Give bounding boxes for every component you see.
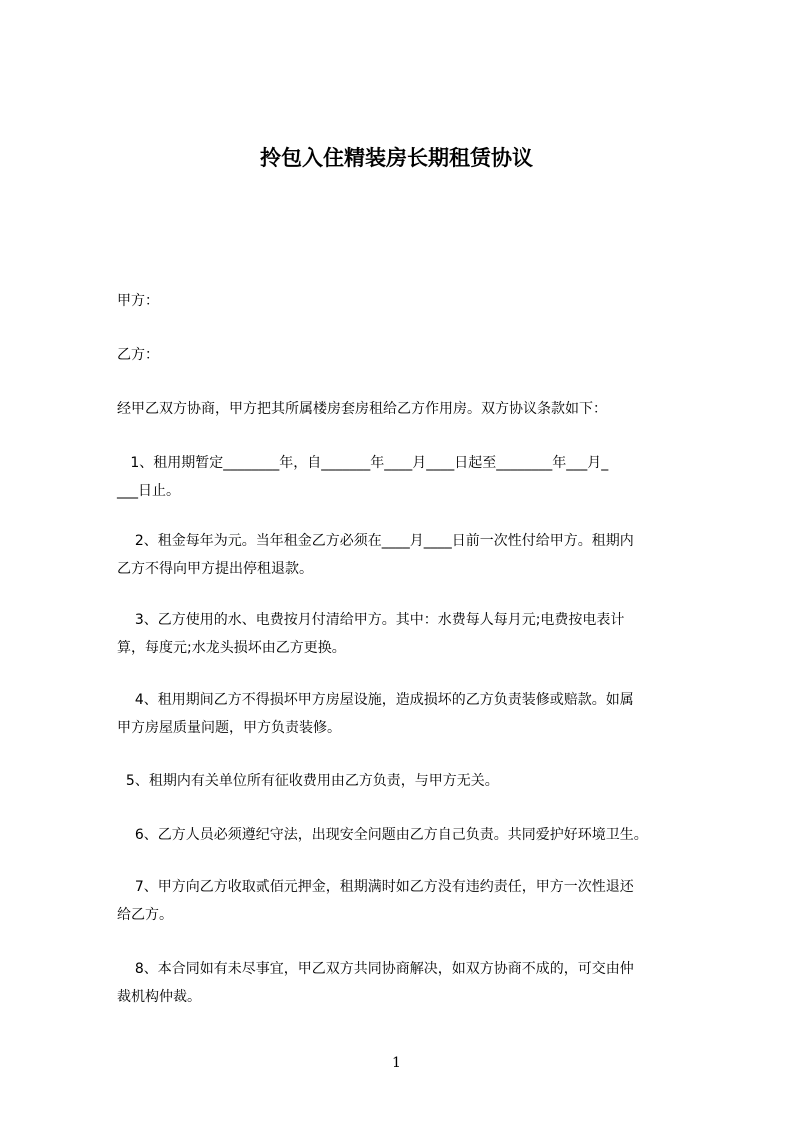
clause-5-line-1: 5、租期内有关单位所有征收费用由乙方负责，与甲方无关。 bbox=[117, 773, 499, 789]
clause-3-line-2: 算，每度元;水龙头损坏由乙方更换。 bbox=[117, 640, 346, 656]
clause-3-line-1: 3、乙方使用的水、电费按月付清给甲方。其中：水费每人每月元;电费按电表计 bbox=[117, 612, 625, 628]
clause-8-line-2: 裁机构仲裁。 bbox=[117, 989, 201, 1005]
clause-2-line-2: 乙方不得向甲方提出停租退款。 bbox=[117, 561, 313, 577]
clause-4 bbox=[117, 686, 717, 742]
party-a-label: 甲方： bbox=[117, 293, 159, 309]
intro-text: 经甲乙双方协商，甲方把其所属楼房套房租给乙方作用房。双方协议条款如下： bbox=[117, 401, 607, 417]
clause-1-line-2: ___日止。 bbox=[117, 483, 180, 499]
clause-7-line-1: 7、甲方向乙方收取贰佰元押金，租期满时如乙方没有违约责任，甲方一次性退还 bbox=[117, 879, 634, 895]
party-b-label: 乙方： bbox=[117, 347, 159, 363]
clause-4-line-2: 甲方房屋质量问题，甲方负责装修。 bbox=[117, 720, 341, 736]
clause-7 bbox=[117, 873, 717, 929]
clause-2-line-1: 2、租金每年为元。当年租金乙方必须在____月____日前一次性付给甲方。租期内 bbox=[117, 533, 634, 549]
clause-1-line-1: 1、租用期暂定________年，自_______年____月____日起至________年___月_ bbox=[117, 455, 609, 471]
party-a-line bbox=[117, 287, 717, 315]
intro-paragraph bbox=[117, 395, 717, 423]
document-title: 拎包入住精装房长期租赁协议 bbox=[260, 146, 533, 170]
clause-2 bbox=[117, 527, 717, 583]
clause-8-line-1: 8、本合同如有未尽事宜，甲乙双方共同协商解决，如双方协商不成的，可交由仲 bbox=[117, 961, 634, 977]
clause-8 bbox=[117, 955, 717, 1011]
clause-1 bbox=[117, 449, 717, 505]
clause-4-line-1: 4、租用期间乙方不得损坏甲方房屋设施，造成损坏的乙方负责装修或赔款。如属 bbox=[117, 692, 634, 708]
clause-6-line-1: 6、乙方人员必须遵纪守法，出现安全问题由乙方自己负责。共同爱护好环境卫生。 bbox=[117, 827, 648, 843]
clause-7-line-2: 给乙方。 bbox=[117, 907, 173, 923]
party-b-line bbox=[117, 341, 717, 369]
clause-3 bbox=[117, 606, 717, 662]
clause-6 bbox=[117, 821, 717, 849]
page-number: 1 bbox=[392, 1055, 401, 1071]
clause-5 bbox=[117, 767, 717, 795]
